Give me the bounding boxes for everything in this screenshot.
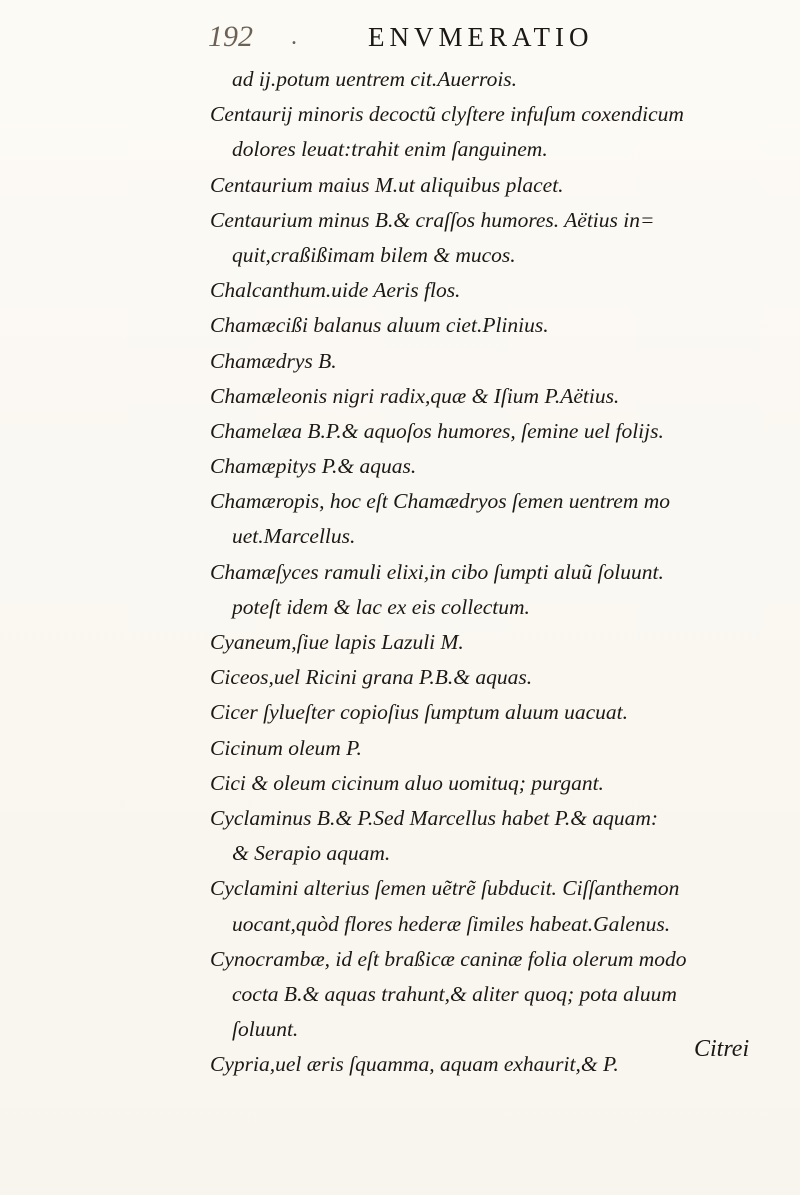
text-line	[0, 344, 800, 379]
entry-list	[0, 62, 800, 1082]
text-line	[0, 484, 800, 519]
text-line	[0, 97, 800, 132]
line-text: Cynocrambæ, id eſt braßicæ caninæ folia olerum modo	[210, 946, 687, 971]
text-line	[0, 203, 800, 238]
line-text: Cyaneum,ſiue lapis Lazuli M.	[210, 630, 464, 654]
line-text: Cici & oleum cicinum aluo uomituq; purgant.	[210, 770, 604, 795]
header-separator: .	[291, 24, 297, 50]
text-line	[0, 555, 800, 590]
text-line	[0, 1012, 800, 1047]
page-number: 192	[208, 20, 253, 53]
line-text: Cicer ſylueſter copioſius ſumptum aluum uacuat.	[210, 700, 629, 725]
line-text: Chalcanthum.uide Aeris flos.	[210, 278, 461, 303]
line-text: Centaurium minus B.& craſſos humores. Aëtius in=	[210, 207, 655, 232]
text-line	[0, 766, 800, 801]
text-line	[0, 308, 800, 343]
line-text: uocant,quòd flores hederæ ſimiles habeat.Galenus.	[232, 911, 671, 936]
text-line	[0, 907, 800, 942]
line-text: Cicinum oleum P.	[210, 735, 362, 760]
catchword: Citrei	[694, 1036, 750, 1062]
text-line	[0, 590, 800, 625]
line-text: Cyclaminus B.& P.Sed Marcellus habet P.& aquam:	[210, 805, 659, 830]
line-text: dolores leuat:trahit enim ſanguinem.	[232, 137, 548, 162]
text-line	[0, 132, 800, 167]
text-line	[0, 273, 800, 308]
text-line	[0, 801, 800, 836]
text-line	[0, 168, 800, 203]
text-line	[0, 942, 800, 977]
line-text: Chamæropis, hoc eſt Chamædryos ſemen uentrem mo	[210, 489, 671, 514]
line-text: Chamædrys B.	[210, 348, 337, 373]
text-line	[0, 1047, 800, 1082]
page-header	[0, 20, 800, 60]
text-line	[0, 449, 800, 484]
line-text: & Serapio aquam.	[232, 841, 391, 866]
line-text: ſoluunt.	[232, 1017, 299, 1042]
line-text: uet.Marcellus.	[232, 524, 356, 549]
text-line	[0, 625, 800, 660]
line-text: Centaurij minoris decoctũ clyſtere infuſum coxendicum	[210, 102, 684, 127]
running-title: ENVMERATIO	[368, 22, 594, 52]
text-line	[0, 379, 800, 414]
text-line	[0, 731, 800, 766]
line-text: ad ij.potum uentrem cit.Auerrois.	[232, 67, 518, 91]
text-line	[0, 62, 800, 97]
line-text: Chamelæa B.P.& aquoſos humores, ſemine uel folijs.	[210, 418, 664, 443]
line-text: poteſt idem & lac ex eis collectum.	[232, 594, 530, 619]
text-line	[0, 414, 800, 449]
text-line	[0, 695, 800, 730]
line-text: Chamæleonis nigri radix,quæ & Iſium P.Aëtius.	[210, 383, 620, 408]
text-line	[0, 238, 800, 273]
text-line	[0, 977, 800, 1012]
line-text: quit,craßißimam bilem & mucos.	[232, 242, 516, 267]
line-text: cocta B.& aquas trahunt,& aliter quoq; pota aluum	[232, 981, 677, 1006]
line-text: Centaurium maius M.ut aliquibus placet.	[210, 172, 564, 197]
line-text: Chamæcißi balanus aluum ciet.Plinius.	[210, 313, 549, 338]
text-line	[0, 519, 800, 554]
line-text: Cypria,uel æris ſquamma, aquam exhaurit,& P.	[210, 1052, 619, 1077]
line-text: Ciceos,uel Ricini grana P.B.& aquas.	[210, 665, 533, 690]
text-line	[0, 836, 800, 871]
line-text: Chamæpitys P.& aquas.	[210, 454, 417, 479]
line-text: Cyclamini alterius ſemen uẽtrẽ ſubducit. Ciſſanthemon	[210, 876, 680, 901]
text-line	[0, 871, 800, 906]
text-line	[0, 660, 800, 695]
line-text: Chamæſyces ramuli elixi,in cibo ſumpti aluũ ſoluunt.	[210, 559, 664, 584]
